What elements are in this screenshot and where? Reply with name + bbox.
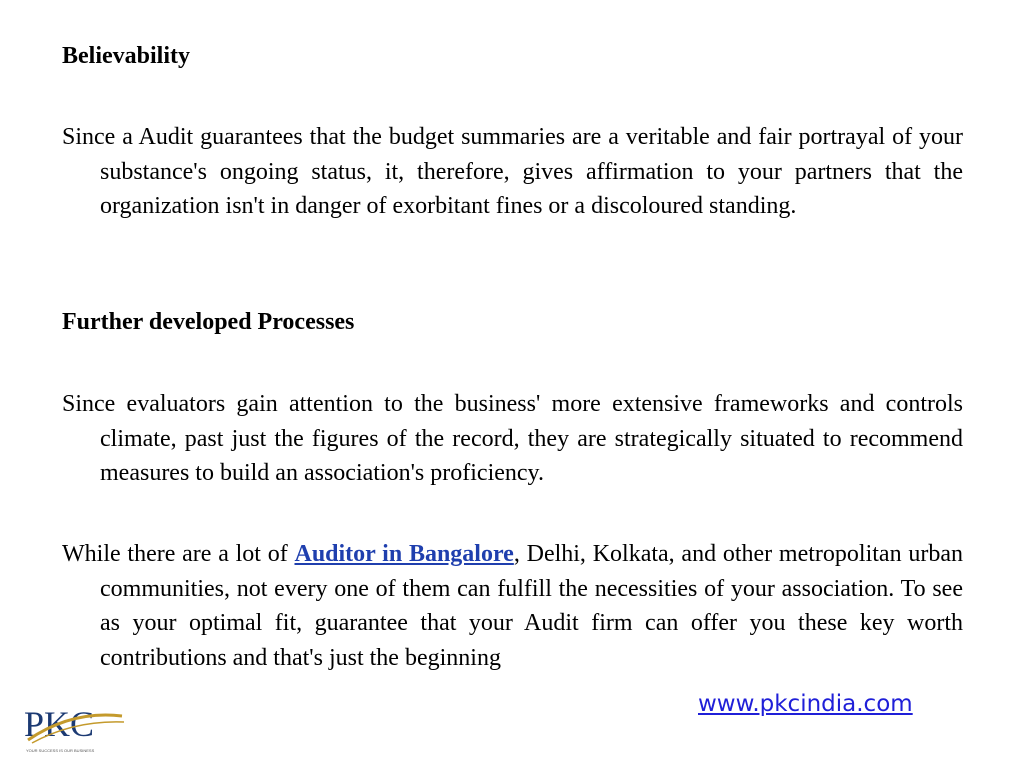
paragraph-processes: Since evaluators gain attention to the business' more extensive frameworks and controls climate, past just the figures of the record, they are strategically situated to recommend measures to build an association's proficiency. [62, 391, 963, 486]
pkc-logo [22, 702, 128, 756]
paragraph-auditor [62, 537, 963, 675]
heading-believability: Believability [62, 43, 190, 69]
auditor-in-bangalore-link[interactable]: Auditor in Bangalore [294, 541, 514, 567]
paragraph-auditor-intro: While there are a lot of [62, 541, 295, 567]
paragraph-believability: Since a Audit guarantees that the budget summaries are a veritable and fair portrayal of your substance's ongoing status, it, therefore, gives affirmation to your partners that the organization isn't in danger of exorbitant fines or a discoloured standing. [62, 124, 963, 219]
pkc-logo-tagline: YOUR SUCCESS IS OUR BUSINESS [26, 748, 95, 753]
paragraph-auditor-body: , Delhi, Kolkata, and other metropolitan urban communities, not every one of them can fulfill the necessities of your association. To see as your optimal fit, guarantee that your Audit firm can offer you these key worth contributions and that's just the beginning [100, 541, 963, 671]
heading-further-developed-processes: Further developed Processes [62, 309, 355, 335]
website-link[interactable]: www.pkcindia.com [698, 691, 913, 717]
pkc-logo-mark [22, 702, 128, 756]
pkc-logo-text: PKC [24, 704, 95, 744]
